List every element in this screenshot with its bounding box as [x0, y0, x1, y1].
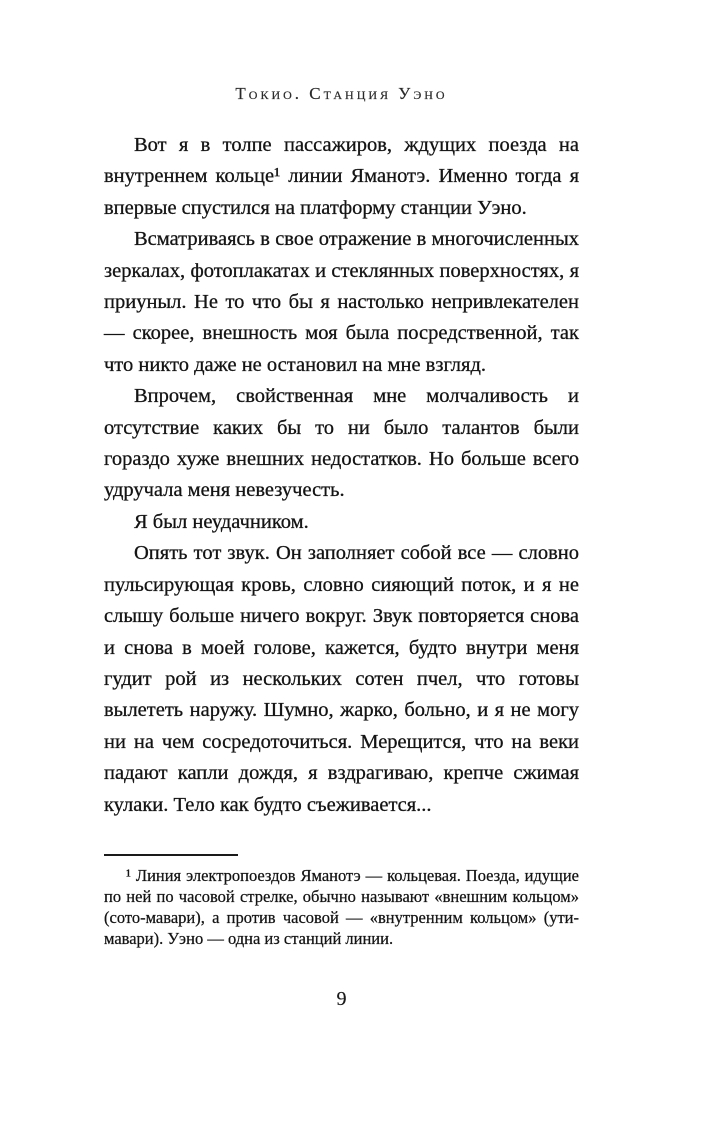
- paragraph: Опять тот звук. Он заполняет собой все — словно пульсирующая кровь, словно сияющий поток, и я не слышу больше ничего вокруг. Звук повторяется снова и снова в моей голове, кажется, будто внутри меня гудит рой из нескольких сотен пчел, что готовы вылететь наружу. Шумно, жарко, больно, и я не могу ни на чем сосредоточиться. Мерещится, что на веки падают капли дождя, я вздрагиваю, крепче сжимая кулаки. Тело как будто съеживается...: [104, 542, 579, 816]
- footnote-divider: [104, 854, 238, 856]
- body-text-block: [104, 130, 579, 830]
- page-number: 9: [336, 988, 347, 1010]
- paragraph: Я был неудачником.: [134, 510, 309, 533]
- running-header: Токио. Станция Уэно: [235, 84, 448, 103]
- footnote-area: [104, 854, 579, 949]
- paragraph: Впрочем, свойственная мне молчаливость и отсутствие каких бы то ни было талантов были гораздо хуже внешних недостатков. Но больше всего удручала меня невезучесть.: [104, 385, 579, 502]
- footnote-text: ¹ Линия электропоездов Яманотэ — кольцевая. Поезда, идущие по ней по часовой стрелке, обычно называют «внешним кольцом» (сото-мавари), а против часовой — «внутренним кольцом» (ути-мавари). Уэно — одна из станций линии.: [104, 866, 579, 948]
- paragraph: Вот я в толпе пассажиров, ждущих поезда на внутреннем кольце¹ линии Яманотэ. Именно тогда я впервые спустился на платформу станции Уэно.: [104, 134, 579, 219]
- paragraph: Всматриваясь в свое отражение в многочисленных зеркалах, фотоплакатах и стеклянных поверхностях, я приуныл. Не то что бы я настолько непривлекателен — скорее, внешность моя была посредственной, так что никто даже не остановил на мне взгляд.: [104, 228, 579, 376]
